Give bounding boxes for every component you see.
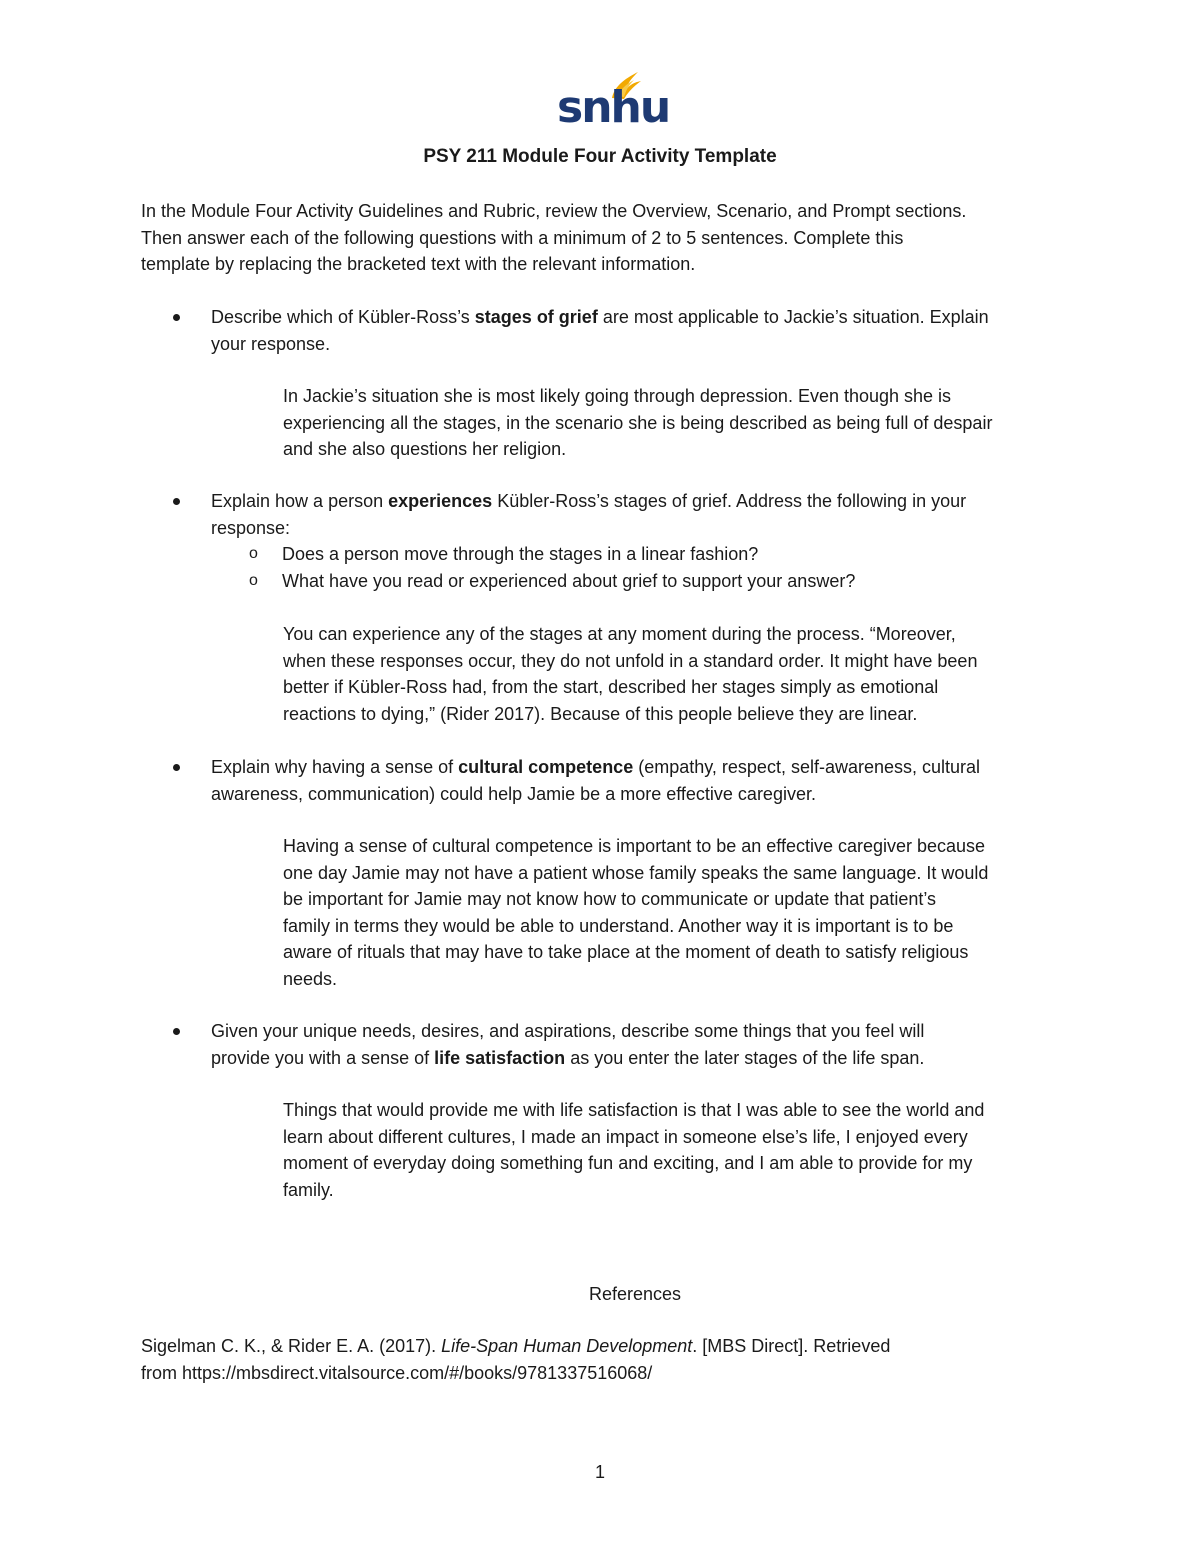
answer-line: and she also questions her religion.: [283, 439, 567, 459]
answer-line: when these responses occur, they do not unfold in a standard order. It might have been: [283, 650, 978, 671]
answer-line: be important for Jamie may not know how to communicate or update that patient’s: [283, 889, 937, 909]
citation: Sigelman C. K., & Rider E. A. (2017). Life-Span Human Development. [MBS Direct]. Retrieved from https://mbsdirect.vitalsource.com/#/books/9781337516068/: [141, 1333, 1041, 1386]
answer-line: reactions to dying,” (Rider 2017). Because of this people believe they are linear.: [283, 703, 918, 724]
question-text: Explain why having a sense of cultural competence (empathy, respect, self-awareness, cultural awareness, communication) could help Jamie be a more effective caregiver.: [211, 757, 981, 804]
document-page: snhu PSY 211 Module Four Activity Template In the Module Four Activity Guidelines and Rubric, review the Overview, Scenario, and Prompt sections. Then answer each of the following questions with a minimum of 2 to 5 sentences. Complete this template by replacing the bracketed text with the relevant information. Describe which of Kübler-Ross’s stages of grief are most applicable to Jackie’s situation. Explain your response. In Jackie’s situation she is most likely going through depression. Even though she is experiencing all the stages, in the scenario she is being described as being full of despair and she also questions her religion. Explain how a person experiences Kübler-Ross’s stages of grief. Address the following in your response: o Does a person move through the stages in a linear fashion? o What have you read or experienced about grief to support your answer? You can experience any of the stages at any moment during the process. “Moreover, when these responses occur, they do not unfold in a standard order. It might have been better if Kübler-Ross had, from the start, described her stages simply as emotional reactions to dying,” (Rider 2017). Because of this people believe they are linear. Explain why having a sense of cultural competence (empathy, respect, self-awareness, cultural awareness, communication) could help Jamie be a more effective caregiver. Having a sense of cultural competence is important to be an effective caregiver because one day Jamie may not have a patient whose family speaks the same language. It would be important for Jamie may not know how to communicate or update that patient’s family in terms they would be able to understand. Another way it is important is to be aware of rituals that may have to take place at the moment of death to satisfy religious needs. Given your unique needs, desires, and aspirations, describe some things that you feel will provide you with a sense of life satisfaction as you enter the later stages of the life span. Things that would provide me with life satisfaction is that I was able to see the world and learn about different cultures, I made an impact in someone else’s life, I enjoyed every moment of everyday doing something fun and exciting, and I am able to provide for my family. References Sigelman C. K., & Rider E. A. (2017). Life-Span Human Development. [MBS Direct]. Retrieved from https://mbsdirect.vitalsource.com/#/books/9781337516068/ 1: [0, 0, 1200, 1553]
answer-line: moment of everyday doing something fun and exciting, and I am able to provide for my: [283, 1153, 973, 1173]
answer-4: [283, 1097, 1073, 1203]
question-text: Given your unique needs, desires, and aspirations, describe some things that you feel will provide you with a sense of life satisfaction as you enter the later stages of the life span.: [211, 1021, 925, 1068]
emphasis: experiences: [388, 491, 493, 511]
citation-url: from https://mbsdirect.vitalsource.com/#/books/9781337516068/: [141, 1362, 653, 1383]
question-text: Explain how a person experiences Kübler-Ross’s stages of grief. Address the following in your response:: [211, 491, 967, 538]
emphasis: life satisfaction: [434, 1047, 566, 1068]
book-title: Life-Span Human Development: [441, 1336, 693, 1356]
answer-3: [283, 833, 1073, 992]
answer-line: You can experience any of the stages at any moment during the process. “Moreover,: [283, 624, 956, 644]
sub-bullet-icon: o: [249, 572, 258, 589]
answer-line: needs.: [283, 968, 338, 989]
answer-line: experiencing all the stages, in the scenario she is being described as being full of despair: [283, 412, 993, 433]
bullet-icon: [173, 1028, 180, 1035]
answer-line: Things that would provide me with life satisfaction is that I was able to see the world and: [283, 1100, 985, 1120]
references-heading: References: [588, 1284, 682, 1304]
intro-line: In the Module Four Activity Guidelines and Rubric, review the Overview, Scenario, and Prompt sections.: [141, 201, 967, 221]
answer-2: [283, 621, 1073, 727]
emphasis: cultural competence: [458, 757, 634, 777]
answer-line: one day Jamie may not have a patient whose family speaks the same language. It would: [283, 862, 989, 883]
answer-1: [283, 383, 1073, 463]
answer-line: aware of rituals that may have to take place at the moment of death to satisfy religious: [283, 942, 969, 962]
snhu-logo: [548, 70, 670, 133]
sub-bullet-icon: o: [249, 545, 258, 562]
logo-wordmark: snhu: [557, 82, 670, 133]
bullet-icon: [173, 498, 180, 505]
bullet-icon: [173, 764, 180, 771]
intro-line: Then answer each of the following questions with a minimum of 2 to 5 sentences. Complete this: [141, 227, 904, 248]
answer-line: Having a sense of cultural competence is important to be an effective caregiver because: [283, 836, 986, 856]
bullet-icon: [173, 314, 180, 321]
answer-line: better if Kübler-Ross had, from the start, described her stages simply as emotional: [283, 677, 939, 697]
emphasis: stages of grief: [474, 307, 598, 327]
intro-paragraph: [141, 198, 1091, 278]
page-title: PSY 211 Module Four Activity Template: [423, 146, 777, 167]
answer-line: learn about different cultures, I made an impact in someone else’s life, I enjoyed every: [283, 1126, 968, 1147]
answer-line: family in terms they would be able to understand. Another way it is important is to be: [283, 915, 954, 936]
intro-line: template by replacing the bracketed text with the relevant information.: [141, 254, 696, 274]
question-text: Describe which of Kübler-Ross’s stages of grief are most applicable to Jackie’s situation. Explain your response.: [211, 307, 989, 354]
answer-line: In Jackie’s situation she is most likely going through depression. Even though she is: [283, 386, 952, 406]
page-number: 1: [594, 1462, 605, 1482]
answer-line: family.: [283, 1179, 334, 1200]
